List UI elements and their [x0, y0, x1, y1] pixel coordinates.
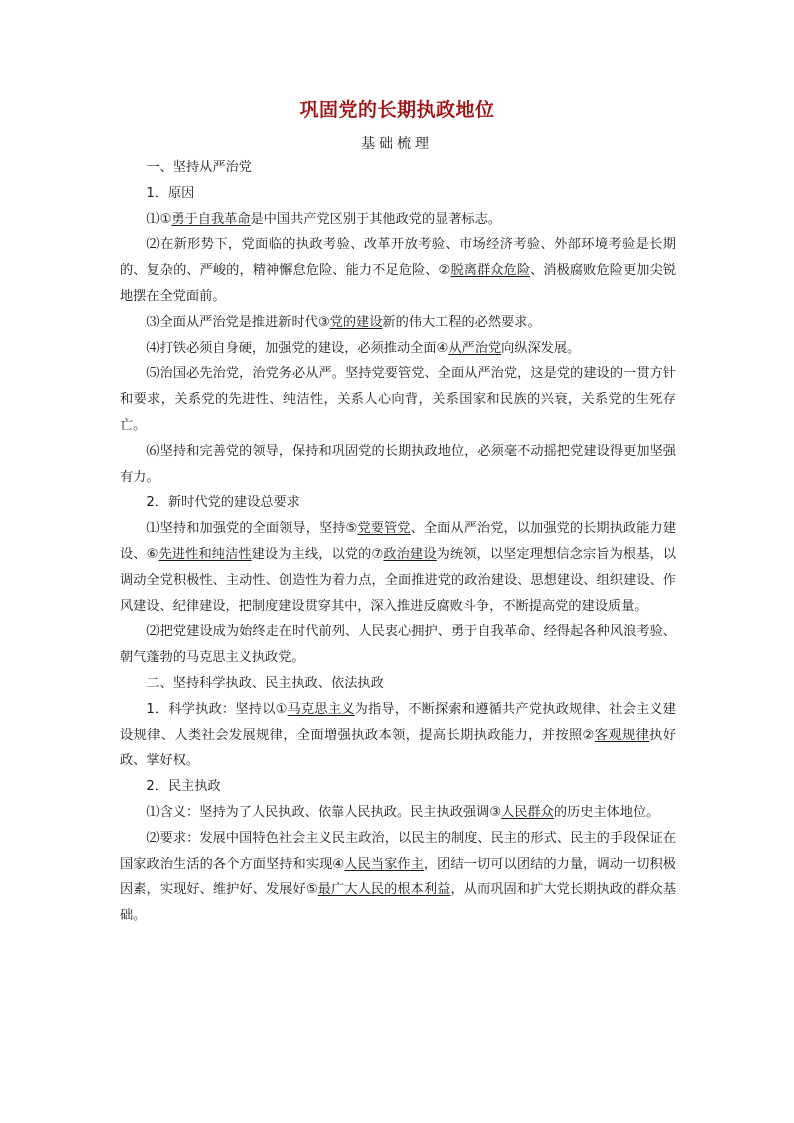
paragraph	[120, 232, 676, 309]
paragraph	[120, 361, 676, 438]
document-body	[120, 155, 676, 929]
fill-in-answer: 脱离群众危险	[450, 263, 531, 279]
text-run: ，从而巩固和扩大党长期执政的群众基础。	[120, 882, 677, 924]
fill-in-answer: 党的建设	[329, 314, 383, 330]
text-run: ⑷打铁必须自身硬，加强党的建设，必须推动全面④	[146, 340, 449, 356]
fill-in-answer: 人民群众	[501, 804, 554, 820]
fill-in-answer: 先进性和纯洁性	[158, 546, 252, 562]
paragraph	[120, 619, 676, 671]
text-run: 、全面从严治党，以加强党的长期执政能力建设、⑥	[120, 521, 677, 562]
text-run: 为指导，不断探索和遵循共产党执政规律、社会主义建设规律、人类社会发展规律，全面增强执政本领，提高长期执政能力，并按照②	[120, 701, 676, 743]
text-run: ⑴①	[146, 211, 172, 227]
fill-in-answer: 勇于自我革命	[171, 211, 251, 227]
text-run: 二、坚持科学执政、民主执政、依法执政	[146, 675, 384, 691]
text-run: ⑵在新形势下，党面临的执政考验、改革开放考验、市场经济考验、外部环境考验是长期的、复杂的、严峻的，精神懈怠危险、能力不足危险、②	[120, 237, 676, 279]
fill-in-answer: 人民当家作主	[344, 856, 424, 872]
fill-in-answer: 政治建设	[383, 546, 437, 562]
paragraph	[120, 800, 676, 826]
text-run: 一、坚持从严治党	[146, 160, 252, 175]
text-run: 2．新时代党的建设总要求	[146, 495, 300, 511]
paragraph	[120, 310, 676, 336]
text-run: ⑹坚持和完善党的领导，保持和巩固党的长期执政地位，必须毫不动摇把党建设得更加坚强有力。	[120, 443, 676, 485]
text-run: ⑴含义：坚持为了人民执政、依靠人民执政。民主执政强调③	[146, 804, 502, 820]
text-run: ⑵要求：发展中国特色社会主义民主政治，以民主的制度、民主的形式、民主的手段保证在国家政治生活的各个方面坚持和实现④	[120, 830, 676, 872]
paragraph	[120, 826, 676, 929]
paragraph	[120, 207, 676, 233]
text-run: 2．民主执政	[146, 779, 221, 795]
text-run: 为统领，以坚定理想信念宗旨为根基，以调动全党积极性、主动性、创造性为着力点，全面推进党的政治建设、思想建设、组织建设、作风建设、纪律建设，把制度建设贯穿其中，深入推进反腐败斗争，不断提高党的建设质量。	[120, 546, 677, 614]
text-run: 建设为主线，以党的⑦	[251, 546, 384, 562]
text-run: ⑸治国必先治党，治党务必从严。坚持党要管党、全面从严治党，这是党的建设的一贯方针和要求，关系党的先进性、纯洁性，关系人心向背，关系国家和民族的兴衰，关系党的生死存亡。	[120, 366, 676, 433]
text-run: 是中国共产党区别于其他政党的显著标志。	[250, 211, 502, 227]
paragraph	[120, 490, 676, 516]
text-run: 1．科学执政：坚持以①	[146, 701, 288, 717]
fill-in-answer: 党要管党	[357, 521, 411, 537]
paragraph	[120, 697, 676, 774]
paragraph	[120, 155, 676, 181]
text-run: 、消极腐败危险更加尖锐地摆在全党面前。	[120, 263, 677, 304]
text-run: ⑴坚持和加强党的全面领导，坚持⑤	[146, 521, 358, 537]
text-run: 执好政、掌好权。	[120, 727, 677, 769]
text-run: 的历史主体地位。	[553, 804, 660, 820]
text-run: ⑵把党建设成为始终走在时代前列、人民衷心拥护、勇于自我革命、经得起各种风浪考验、朝气蓬勃的马克思主义执政党。	[120, 624, 676, 666]
fill-in-answer: 客观规律	[594, 727, 650, 743]
paragraph	[120, 439, 676, 491]
text-run: ，团结一切可以团结的力量，调动一切积极因素，实现好、维护好、发展好⑤	[120, 856, 676, 898]
fill-in-answer: 马克思主义	[287, 701, 355, 717]
paragraph	[120, 336, 676, 362]
text-run: 向纵深发展。	[501, 340, 581, 356]
section-subtitle: 基础梳理	[361, 136, 433, 152]
fill-in-answer: 最广大人民的根本利益	[317, 882, 451, 898]
text-run: 1．原因	[146, 185, 195, 201]
fill-in-answer: 从严治党	[448, 340, 502, 356]
text-run: ⑶全面从严治党是推进新时代③	[146, 314, 330, 330]
text-run: 新的伟大工程的必然要求。	[382, 314, 541, 330]
paragraph	[120, 671, 676, 697]
paragraph	[120, 181, 676, 207]
page-title: 巩固党的长期执政地位	[299, 99, 495, 121]
paragraph	[120, 516, 676, 619]
paragraph	[120, 774, 676, 800]
